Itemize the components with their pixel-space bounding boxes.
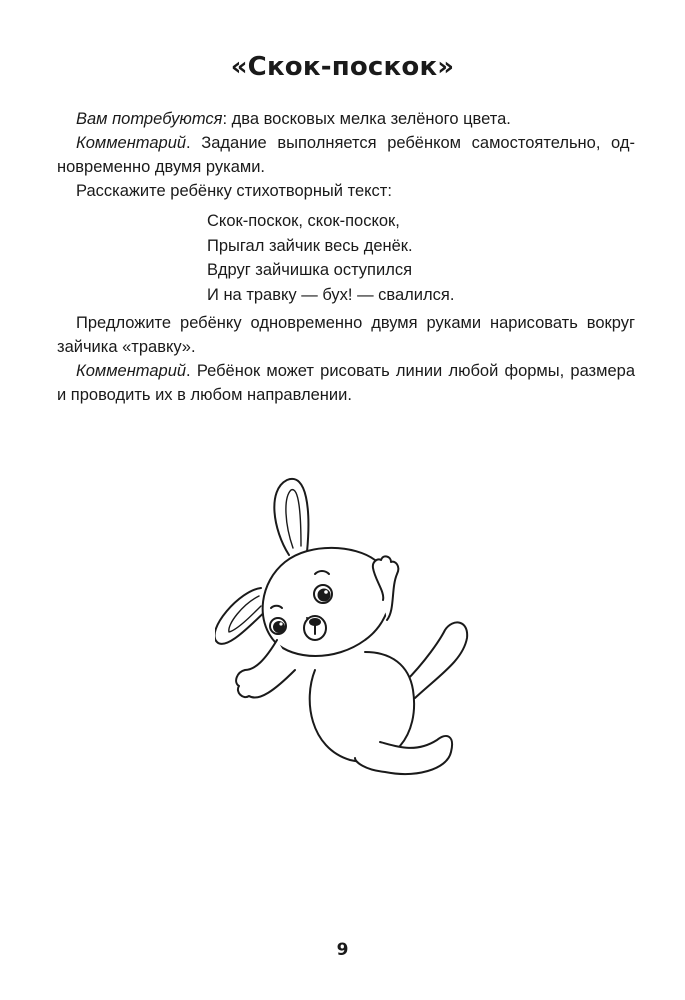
materials-paragraph [57, 107, 635, 131]
comment-paragraph-2 [57, 359, 635, 407]
comment-text-2: . Ребёнок может рисовать линии любой формы, размера и проводить их в любом направлении. [57, 362, 635, 404]
bunny-leg-back [405, 622, 467, 698]
materials-label: Вам потребуются [76, 110, 223, 128]
poem-line: Вдруг зайчишка оступился [207, 261, 413, 279]
poem-line: Прыгал зайчик весь денёк. [207, 236, 413, 255]
instructions-block [57, 107, 635, 203]
bunny-illustration [215, 470, 485, 780]
tell-poem-paragraph: Расскажите ребёнку стихотворный текст: [76, 182, 392, 200]
comment-paragraph [57, 131, 635, 179]
poem-line: Скок-поскок, скок-поскок, [207, 212, 400, 230]
poem-line: И на травку — бух! — свалился. [207, 285, 455, 304]
bunny-mouth [304, 616, 326, 640]
task-paragraph: Предложите ребёнку одновременно двумя руками нарисовать вокруг зайчика «травку». [57, 314, 635, 356]
bunny-body [310, 652, 414, 762]
poem [207, 209, 454, 307]
page-number: 9 [336, 940, 349, 960]
comment-label-2: Комментарий [76, 362, 187, 380]
page-title: «Скок-поскок» [230, 52, 455, 82]
comment-label: Комментарий [76, 134, 187, 152]
materials-text: : два восковых мелка зелёного цвета. [222, 110, 511, 128]
task-block [57, 311, 635, 407]
comment-text: . Задание выполняется ребёнком самостоятельно, одновременно двумя руками. [57, 134, 635, 176]
